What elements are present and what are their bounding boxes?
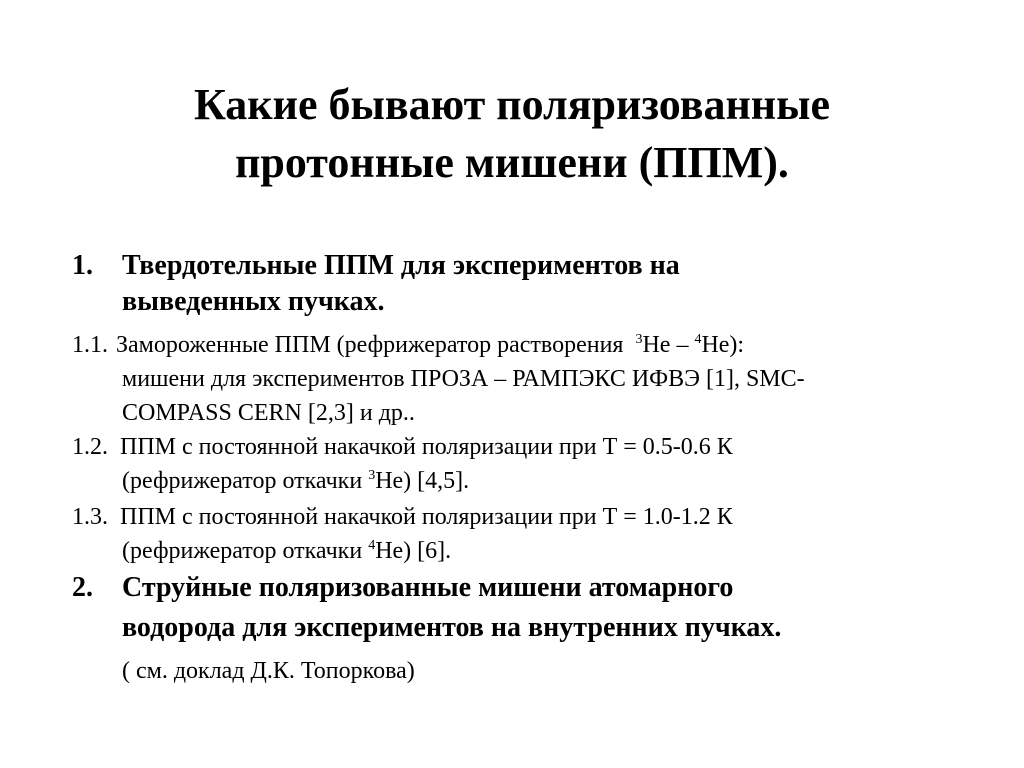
list-text: выведенных пучках.	[122, 286, 385, 317]
note-text: ( см. доклад Д.К. Топоркова)	[122, 658, 415, 684]
title-line-1: Какие бывают поляризованные	[193, 80, 831, 129]
list-text: ППМ с постоянной накачкой поляризации при Т = 1.0-1.2 К	[120, 504, 733, 530]
superscript: 3	[635, 332, 643, 347]
list-number-1-3: 1.3.	[72, 504, 108, 530]
slide-title	[0, 76, 1024, 192]
list-number-1: 1.	[72, 250, 93, 281]
list-text: (рефрижератор откачки $^4$He) [6].	[122, 538, 452, 564]
list-text: ППМ с постоянной накачкой поляризации при Т = 0.5-0.6 К	[120, 434, 733, 460]
superscript: 4	[368, 538, 376, 553]
superscript: 3	[368, 468, 376, 483]
title-line-2: протонные мишени (ППМ).	[235, 138, 789, 187]
list-text: (рефрижератор откачки $^3$He) [4,5].	[122, 468, 470, 494]
list-text: Замороженные ППМ (рефрижератор растворения $^3$He – $^4$He):	[110, 332, 745, 358]
list-number-1-2: 1.2.	[72, 434, 108, 460]
list-text: COMPASS CERN [2,3] и др..	[122, 400, 415, 426]
list-text: Твердотельные ППМ для экспериментов на	[122, 250, 680, 281]
list-text: мишени для экспериментов ПРОЗА – РАМПЭКС ИФВЭ [1], SMC-	[122, 366, 805, 392]
list-number-2: 2.	[72, 572, 93, 603]
list-text: Струйные поляризованные мишени атомарного	[122, 572, 734, 603]
superscript: 4	[694, 332, 702, 347]
list-number-1-1: 1.1.	[72, 332, 108, 358]
list-text: водорода для экспериментов на внутренних пучках.	[122, 612, 782, 643]
